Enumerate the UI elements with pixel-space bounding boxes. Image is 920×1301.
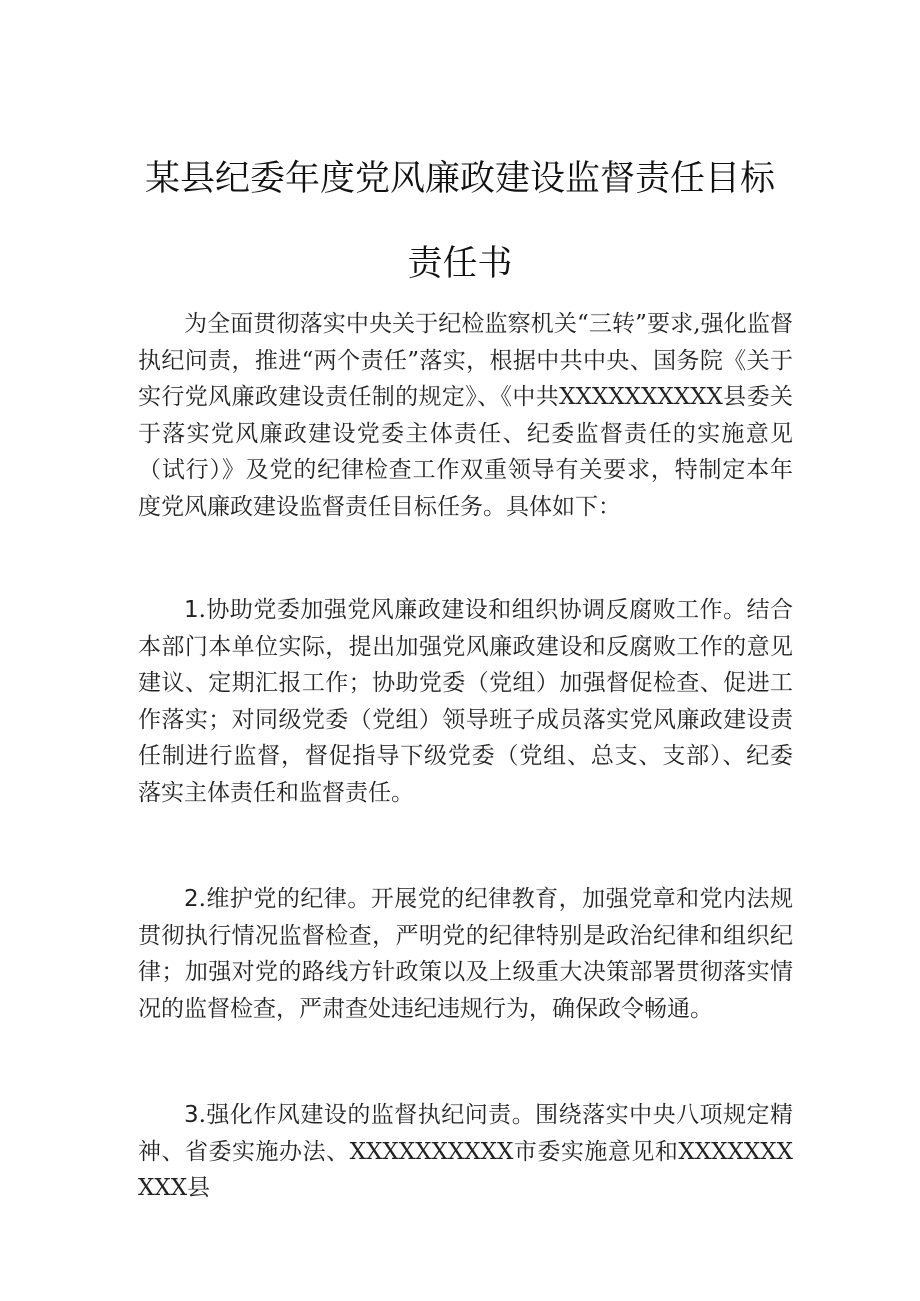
item-2-paragraph <box>138 881 793 1027</box>
item-3-text: .强化作风建设的监督执纪问责。围绕落实中央八项规定精神、省委实施办法、XXXXXXXXXX市委实施意见和XXXXXXXXXX县 <box>138 1102 793 1201</box>
item-2-text: .维护党的纪律。开展党的纪律教育，加强党章和党内法规贯彻执行情况监督检查，严明党的纪律特别是政治纪律和组织纪律；加强对党的路线方针政策以及上级重大决策部署贯彻落实情况的监督检查，严肃查处违纪违规行为，确保政令畅通。 <box>138 886 793 1022</box>
intro-paragraph: 为全面贯彻落实中央关于纪检监察机关“三转”要求,强化监督执纪问责，推进“两个责任”落实，根据中共中央、国务院《关于实行党风廉政建设责任制的规定》、《中共XXXXXXXXXX县委关于落实党风廉政建设党委主体责任、纪委监督责任的实施意见（试行）》及党的纪律检查工作双重领导有关要求，特制定本年度党风廉政建设监督责任目标任务。具体如下： <box>138 311 793 520</box>
item-2-number: 2 <box>184 886 199 912</box>
item-1-number: 1 <box>184 597 199 623</box>
document-title-line-1: 某县纪委年度党风廉政建设监督责任目标 <box>144 159 775 199</box>
item-1-text: .协助党委加强党风廉政建设和组织协调反腐败工作。结合本部门本单位实际，提出加强党风廉政建设和反腐败工作的意见建议、定期汇报工作；协助党委（党组）加强督促检查、促进工作落实；对同级党委（党组）领导班子成员落实党风廉政建设责任制进行监督，督促指导下级党委（党组、总支、支部）、纪委落实主体责任和监督责任。 <box>138 597 793 806</box>
document-title-line-2: 责任书 <box>407 244 513 284</box>
item-1-paragraph <box>138 592 793 811</box>
item-3-paragraph <box>138 1097 793 1207</box>
item-3-number: 3 <box>184 1102 199 1128</box>
